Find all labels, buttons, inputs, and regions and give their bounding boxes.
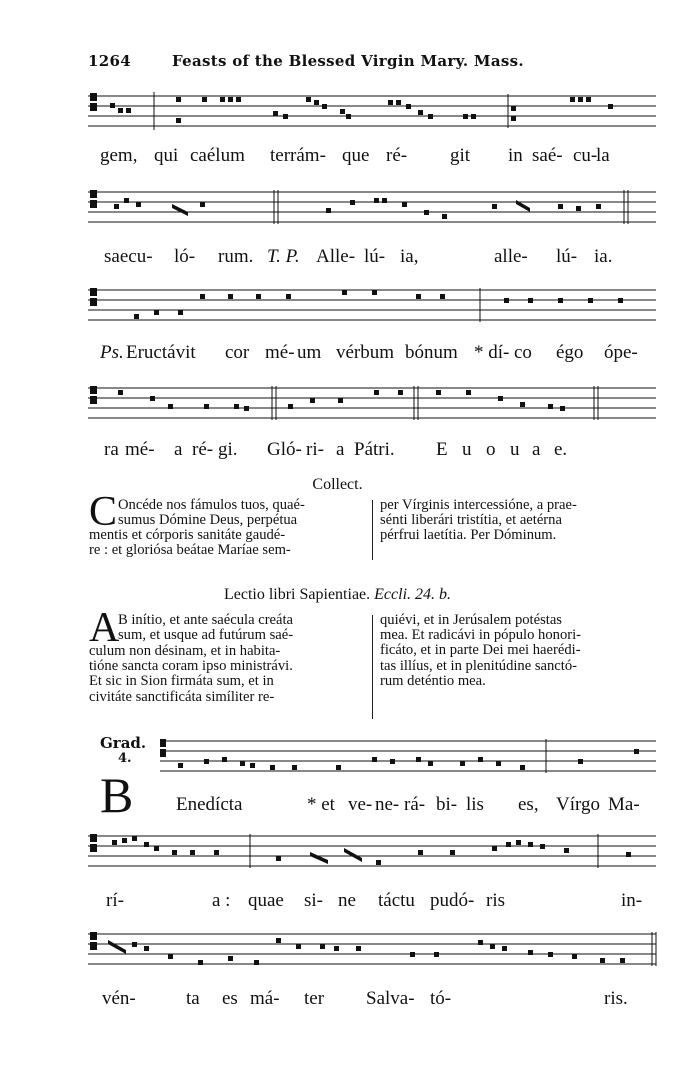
- lesson-left-col-b: culum non désinam, et in habita- tióne sancta coram ipso ministrávi. Et sic in Sion firmáta sum, et in civitáte sanctificáta simíliter re-: [89, 643, 293, 705]
- lesson-title: Lectio libri Sapientiae. Eccli. 24. b.: [223, 586, 452, 603]
- collect-title: Collect.: [312, 476, 363, 493]
- chant-staff-3: [88, 284, 656, 330]
- column-divider: [372, 615, 373, 719]
- gradual-label: Grad. 4.: [100, 734, 147, 766]
- column-divider: [372, 500, 373, 560]
- lesson-left-col-a: B inítio, et ante saécula creáta sum, et usque ad futúrum saé-: [118, 612, 294, 644]
- collect-left-col-a: Oncéde nos fámulos tuos, quaé- sumus Dómine Deus, perpétua: [118, 497, 305, 529]
- collect-dropcap: C: [89, 489, 118, 535]
- chant-staff-4: [88, 382, 656, 428]
- collect-left-col-b: mentis et córporis sanitáte gaudé- re : et gloriósa beátae Maríae sem-: [89, 527, 291, 559]
- running-header: [88, 52, 653, 74]
- gradual-staff-2: [88, 830, 656, 878]
- neumes: [90, 93, 613, 123]
- gradual-staff-3: [88, 928, 656, 978]
- chant-staff-1: [88, 88, 656, 138]
- lesson-right-col: quiévi, et in Jerúsalem potéstas mea. Et radicávi in pópulo honori- ficáto, et in parte Dei mei haerédi- tas illíus, et in plenitúdine sanctó- rum deténtio mea.: [380, 612, 582, 689]
- chant-staff-2: [88, 186, 656, 234]
- lesson-dropcap: A: [89, 605, 120, 651]
- gradual-initial: B: [100, 767, 134, 823]
- running-title: Feasts of the Blessed Virgin Mary. Mass.: [172, 52, 524, 70]
- page-number: 1264: [88, 52, 131, 70]
- gradual-staff-1: [160, 735, 656, 783]
- collect-right-col: per Vírginis intercessióne, a prae- sénti liberári tristítia, et aetérna pérfrui laetítia. Per Dóminum.: [380, 497, 577, 544]
